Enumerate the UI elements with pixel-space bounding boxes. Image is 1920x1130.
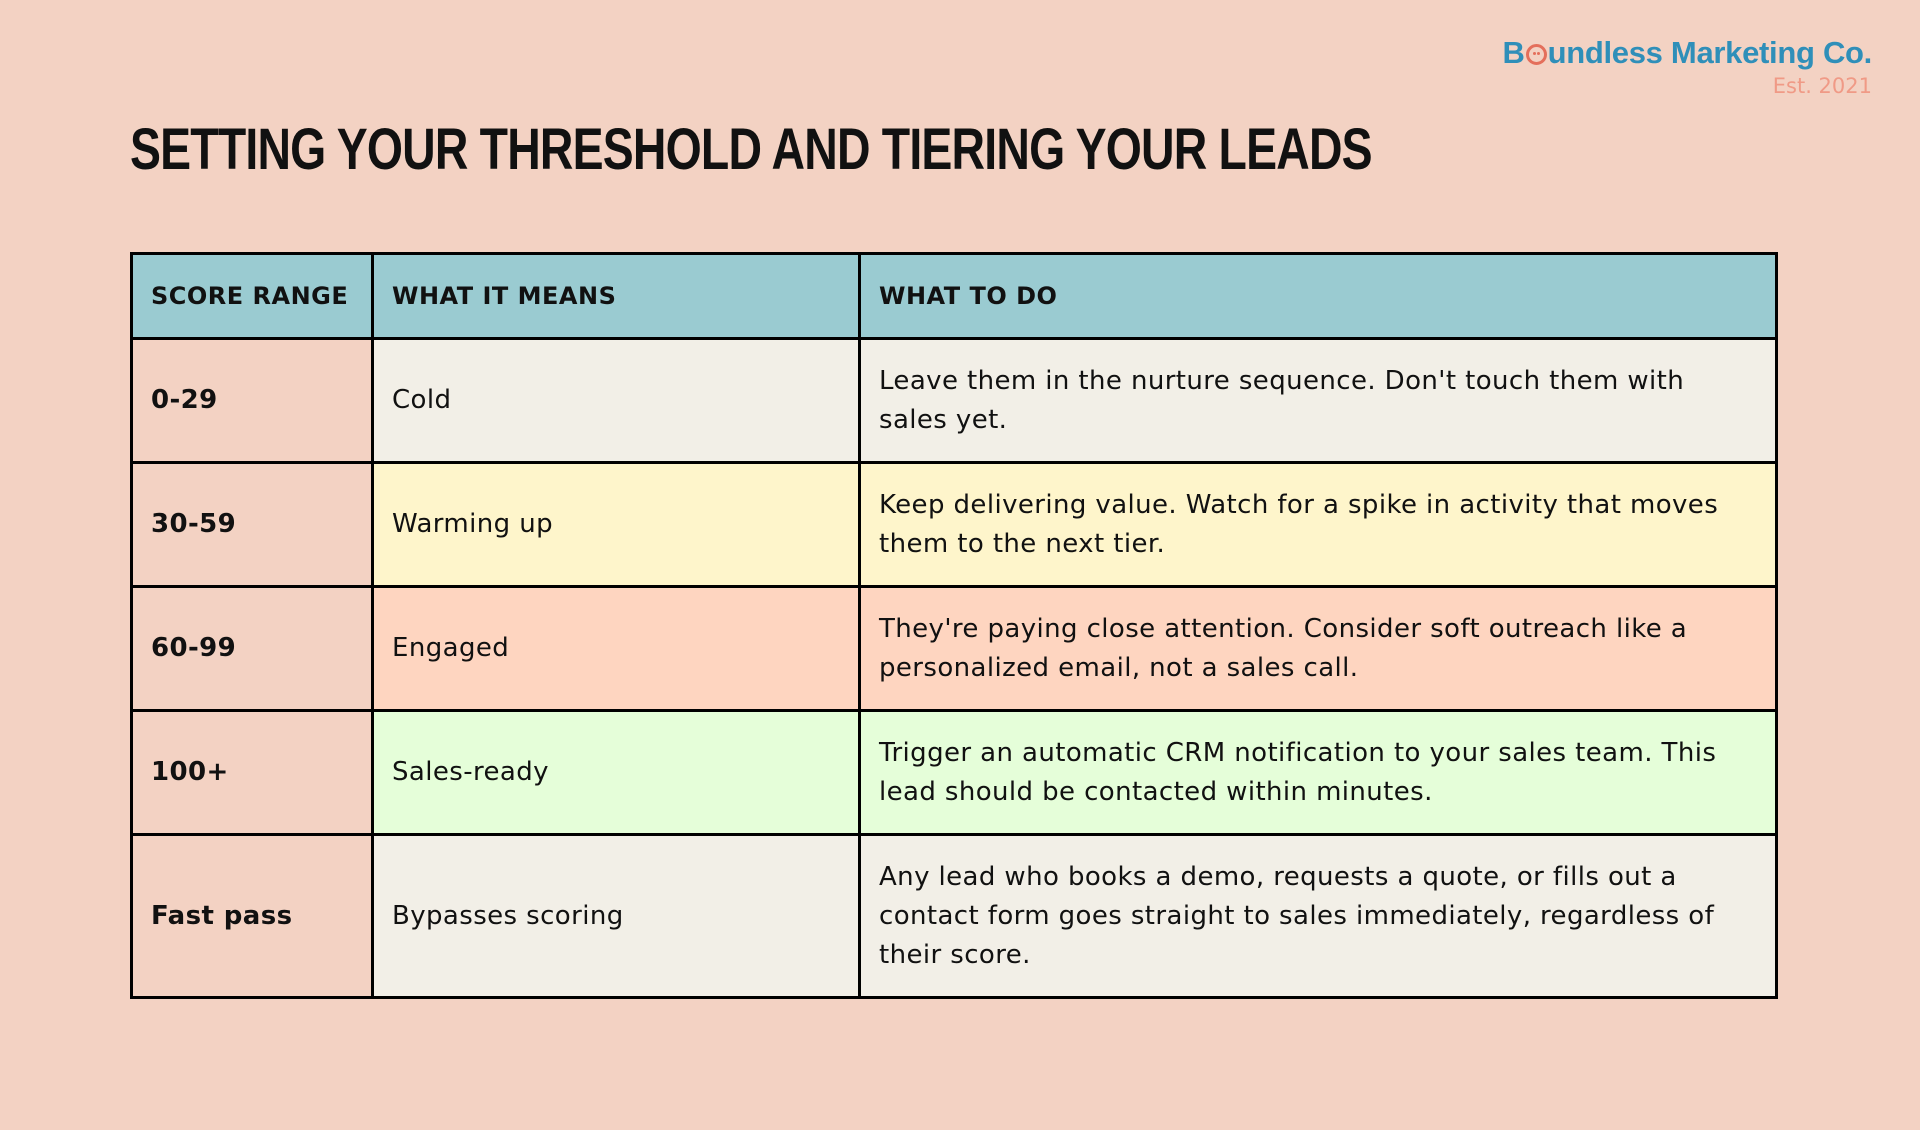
score-range-cell: Fast pass [132, 835, 373, 998]
table-row [132, 463, 1777, 587]
brand-logo [1502, 34, 1872, 98]
meaning-cell: Warming up [373, 463, 860, 587]
page-title: SETTING YOUR THRESHOLD AND TIERING YOUR LEADS [130, 117, 1372, 182]
header-what-to-do: WHAT TO DO [860, 254, 1777, 339]
action-cell: Keep delivering value. Watch for a spike in activity that moves them to the next tier. [860, 463, 1777, 587]
action-cell: Leave them in the nurture sequence. Don't touch them with sales yet. [860, 339, 1777, 463]
score-range-cell: 100+ [132, 711, 373, 835]
meaning-cell: Bypasses scoring [373, 835, 860, 998]
table-row [132, 587, 1777, 711]
action-cell: Trigger an automatic CRM notification to your sales team. This lead should be contacted within minutes. [860, 711, 1777, 835]
brand-name [1502, 34, 1872, 72]
table-header-row [132, 254, 1777, 339]
header-what-it-means: WHAT IT MEANS [373, 254, 860, 339]
action-cell: Any lead who books a demo, requests a quote, or fills out a contact form goes straight to sales immediately, regardless of their score. [860, 835, 1777, 998]
table-row [132, 835, 1777, 998]
lead-tier-table [130, 252, 1778, 999]
brand-established: Est. 2021 [1772, 74, 1872, 98]
brand-face-icon [1526, 44, 1547, 65]
score-range-cell: 30-59 [132, 463, 373, 587]
meaning-cell: Cold [373, 339, 860, 463]
table-row [132, 711, 1777, 835]
score-range-cell: 0-29 [132, 339, 373, 463]
score-range-cell: 60-99 [132, 587, 373, 711]
header-score-range: SCORE RANGE [132, 254, 373, 339]
action-cell: They're paying close attention. Consider soft outreach like a personalized email, not a sales call. [860, 587, 1777, 711]
brand-name-prefix: B [1502, 35, 1525, 70]
meaning-cell: Engaged [373, 587, 860, 711]
brand-name-suffix: undless Marketing Co. [1547, 35, 1872, 70]
meaning-cell: Sales-ready [373, 711, 860, 835]
table-row [132, 339, 1777, 463]
